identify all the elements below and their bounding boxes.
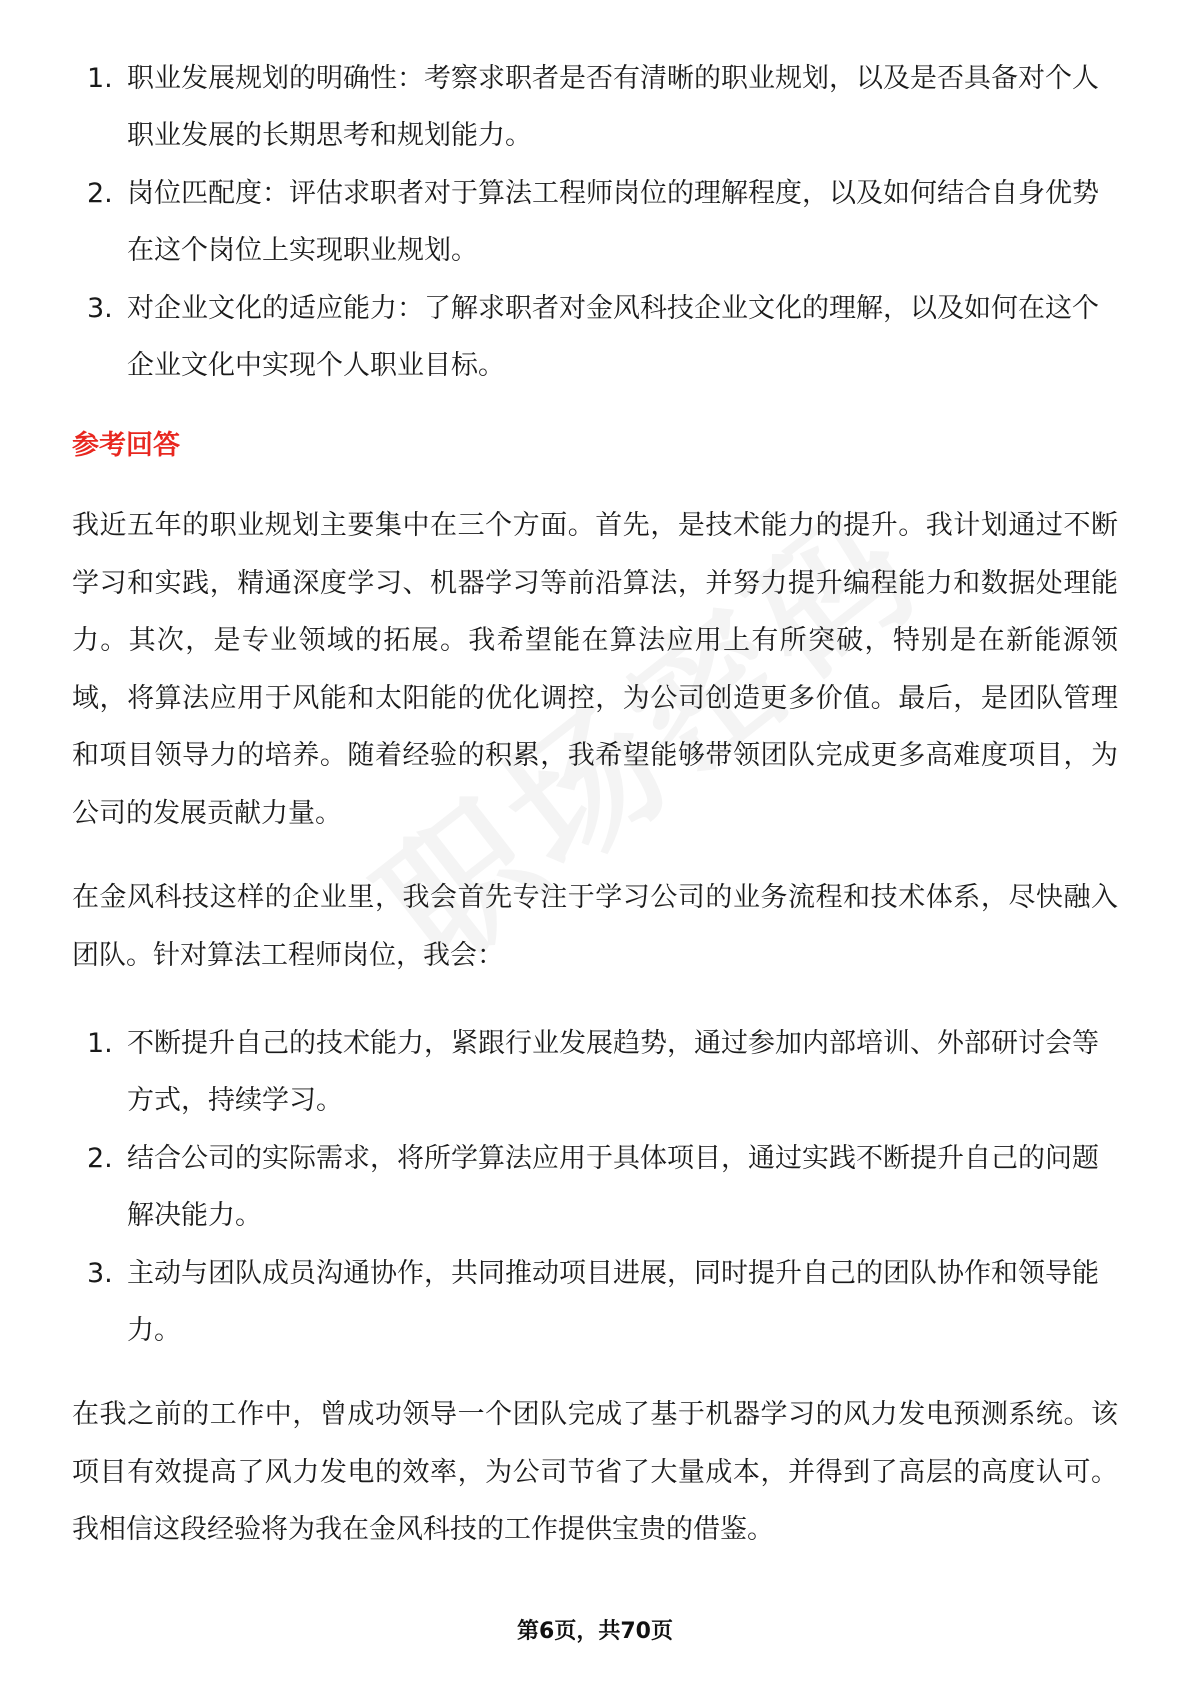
list-item [0, 1015, 1190, 1129]
list-item [0, 280, 1190, 394]
list-item-text: 职业发展规划的明确性：考察求职者是否有清晰的职业规划，以及是否具备对个人职业发展的长期思考和规划能力。 [127, 63, 1099, 151]
list-item [0, 50, 1190, 164]
page-number: 第6页，共70页 [517, 1619, 673, 1644]
list-item-number: 1. [87, 1028, 113, 1059]
action-plan-list [0, 1015, 1190, 1360]
answer-paragraph-2: 在金风科技这样的企业里，我会首先专注于学习公司的业务流程和技术体系，尽快融入团队。针对算法工程师岗位，我会： [72, 882, 1118, 971]
evaluation-criteria-list [0, 50, 1190, 395]
list-item-number: 2. [87, 178, 113, 209]
list-item-text: 对企业文化的适应能力：了解求职者对金风科技企业文化的理解，以及如何在这个企业文化中实现个人职业目标。 [127, 293, 1099, 381]
list-item-text: 结合公司的实际需求，将所学算法应用于具体项目，通过实践不断提升自己的问题解决能力。 [127, 1143, 1099, 1231]
list-item-number: 2. [87, 1143, 113, 1174]
list-item-number: 3. [87, 1258, 113, 1289]
answer-paragraph-1: 我近五年的职业规划主要集中在三个方面。首先，是技术能力的提升。我计划通过不断学习和实践，精通深度学习、机器学习等前沿算法，并努力提升编程能力和数据处理能力。其次，是专业领域的拓展。我希望能在算法应用上有所突破，特别是在新能源领域，将算法应用于风能和太阳能的优化调控，为公司创造更多价值。最后，是团队管理和项目领导力的培养。随着经验的积累，我希望能够带领团队完成更多高难度项目，为公司的发展贡献力量。 [72, 510, 1118, 829]
answer-paragraph-3: 在我之前的工作中，曾成功领导一个团队完成了基于机器学习的风力发电预测系统。该项目有效提高了风力发电的效率，为公司节省了大量成本，并得到了高层的高度认可。我相信这段经验将为我在金风科技的工作提供宝贵的借鉴。 [72, 1399, 1118, 1545]
list-item-text: 岗位匹配度：评估求职者对于算法工程师岗位的理解程度，以及如何结合自身优势在这个岗位上实现职业规划。 [127, 178, 1099, 266]
list-item [0, 1245, 1190, 1359]
section-heading: 参考回答 [72, 430, 180, 461]
list-item-number: 1. [87, 63, 113, 94]
list-item-text: 主动与团队成员沟通协作，共同推动项目进展，同时提升自己的团队协作和领导能力。 [127, 1258, 1099, 1346]
list-item [0, 165, 1190, 279]
list-item [0, 1130, 1190, 1244]
list-item-text: 不断提升自己的技术能力，紧跟行业发展趋势，通过参加内部培训、外部研讨会等方式，持续学习。 [127, 1028, 1099, 1116]
list-item-number: 3. [87, 293, 113, 324]
